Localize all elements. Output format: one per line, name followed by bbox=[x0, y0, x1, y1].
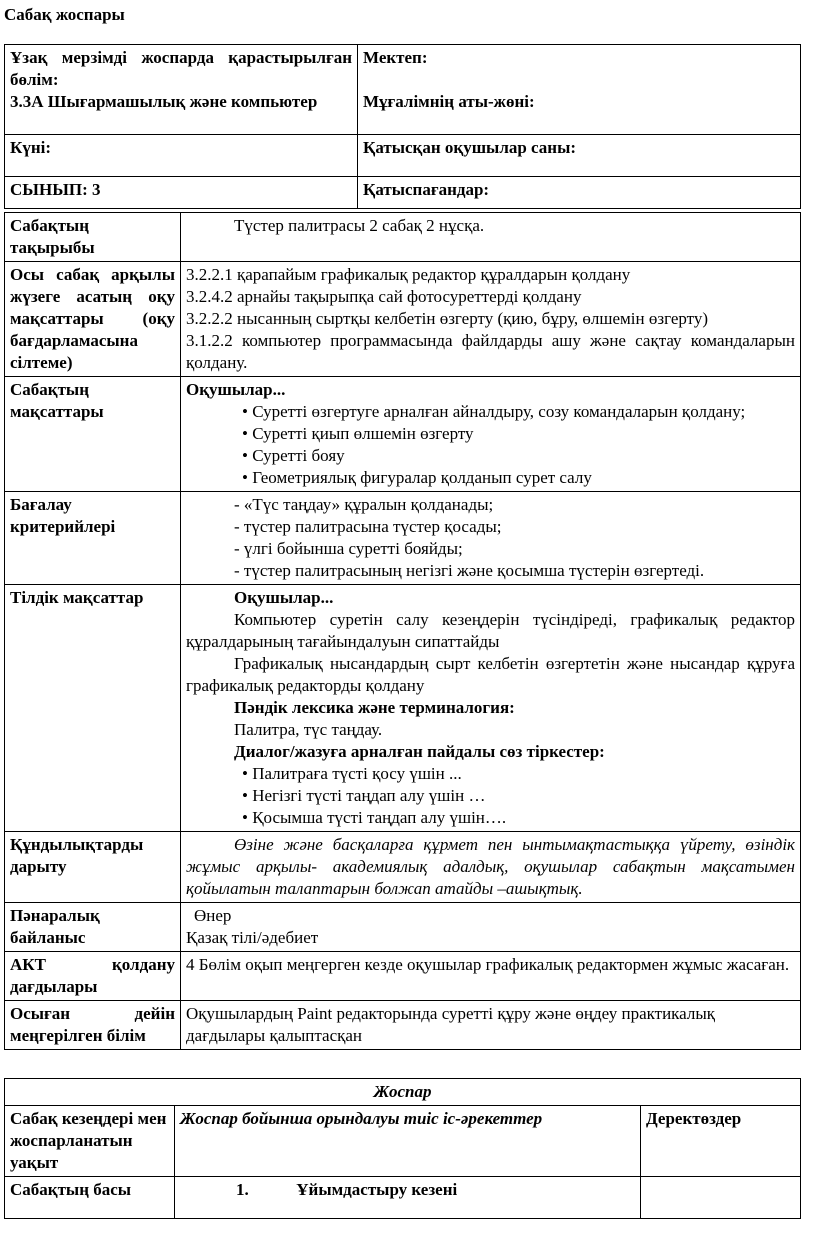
goals-label: Осы сабақ арқылы жүзеге асатың оқу мақсаттары (оқу бағдарламасына сілтеме) bbox=[5, 262, 181, 377]
topic-text: Түстер палитрасы 2 сабақ 2 нұсқа. bbox=[234, 216, 485, 235]
cross-item: Қазақ тілі/әдебиет bbox=[186, 928, 319, 947]
plan-col-stage: Сабақ кезеңдері мен жоспарланатын уақыт bbox=[5, 1106, 175, 1177]
plan-table bbox=[4, 1078, 801, 1219]
aim-item: • Суретті қиып өлшемін өзгерту bbox=[186, 423, 795, 445]
date-label: Күні: bbox=[5, 135, 358, 177]
aims-cell bbox=[181, 377, 801, 492]
lang-vocab-title: Пәндік лексика және терминалогия: bbox=[234, 698, 515, 717]
school-label: Мектеп: bbox=[363, 48, 428, 67]
plan-row-number: 1. bbox=[236, 1180, 249, 1199]
cross-item: Өнер bbox=[194, 906, 232, 925]
aims-label: Сабақтың мақсаттары bbox=[5, 377, 181, 492]
lang-vocab: Палитра, түс таңдау. bbox=[234, 720, 383, 739]
topic-label: Сабақтың тақырыбы bbox=[5, 213, 181, 262]
criteria-label: Бағалау критерийлері bbox=[5, 492, 181, 585]
aim-item: • Геометриялық фигуралар қолданып сурет салу bbox=[186, 467, 795, 489]
phrase-item: • Палитраға түсті қосу үшін ... bbox=[186, 763, 795, 785]
plan-row-action-text: Ұйымдастыру кезені bbox=[296, 1180, 458, 1199]
long-term-label: Ұзақ мерзімді жоспарда қарастырылған бөлім: bbox=[10, 48, 352, 89]
plan-row-action bbox=[175, 1177, 641, 1219]
criteria-item: - түстер палитрасына түстер қосады; bbox=[234, 517, 502, 536]
phrase-item: • Қосымша түсті таңдап алу үшін…. bbox=[186, 807, 795, 829]
details-table bbox=[4, 212, 801, 1050]
criteria-item: - үлгі бойынша суретті бояйды; bbox=[234, 539, 463, 558]
lang-label: Тілдік мақсаттар bbox=[5, 585, 181, 832]
goal-item: 3.2.4.2 арнайы тақырыпқа сай фотосуреттерді қолдану bbox=[186, 287, 582, 306]
plan-row-stage: Сабақтың басы bbox=[5, 1177, 175, 1219]
topic-value bbox=[181, 213, 801, 262]
plan-col-sources: Деректөздер bbox=[641, 1106, 801, 1177]
school-teacher-cell bbox=[358, 45, 801, 135]
values-label: Құндылықтарды дарыту bbox=[5, 832, 181, 903]
present-cell bbox=[358, 135, 801, 177]
criteria-item: - «Түс таңдау» құралын қолданады; bbox=[234, 495, 494, 514]
present-label: Қатысқан оқушылар саны: bbox=[363, 138, 577, 157]
criteria-cell bbox=[181, 492, 801, 585]
class-label: СЫНЫП: 3 bbox=[5, 177, 358, 209]
lang-paragraph: Компьютер суретін салу кезеңдерін түсіндіреді, графикалық редактор құралдарының тағайындалуын сипаттайды bbox=[186, 610, 795, 651]
goal-item: 3.1.2.2 компьютер программасында файлдарды ашу және сақтау командаларын қолдану. bbox=[186, 331, 795, 372]
cross-cell bbox=[181, 903, 801, 952]
ict-label: АКТ қолдану дағдылары bbox=[5, 952, 181, 1001]
plan-row-sources bbox=[641, 1177, 801, 1219]
long-term-value: 3.3А Шығармашылық және компьютер bbox=[10, 92, 318, 111]
ict-text: 4 Бөлім оқып меңгерген кезде оқушылар графикалық редактормен жұмыс жасаған. bbox=[181, 952, 801, 1001]
lang-paragraph: Графикалық нысандардың сырт келбетін өзгертетін және нысандар құруға графикалық редакторды қолдану bbox=[186, 654, 795, 695]
aim-item: • Суретті бояу bbox=[186, 445, 795, 467]
cross-label: Пәнаралық байланыс bbox=[5, 903, 181, 952]
plan-col-actions: Жоспар бойынша орындалуы тиіс іс-әрекеттер bbox=[175, 1106, 641, 1177]
prior-text: Оқушылардың Paint редакторында суретті құру және өңдеу практикалық дағдылары қалыптасқан bbox=[181, 1001, 801, 1050]
lang-phrases-title: Диалог/жазуға арналған пайдалы сөз тіркестер: bbox=[234, 742, 605, 761]
document-title: Сабақ жоспары bbox=[4, 5, 125, 24]
long-term-cell bbox=[5, 45, 358, 135]
aim-item: • Суретті өзгертуге арналған айналдыру, созу командаларын қолдану; bbox=[186, 401, 795, 423]
lang-cell bbox=[181, 585, 801, 832]
aims-intro: Оқушылар... bbox=[186, 380, 286, 399]
lang-intro: Оқушылар... bbox=[234, 588, 334, 607]
values-text: Өзіне және басқаларға құрмет пен ынтымақтастыққа үйрету, өзіндік жұмыс арқылы- академиялық адалдық, оқушылар сабақтын мақсатымен қойылатын талаптарын болжап атайды –ашықтық. bbox=[181, 832, 801, 903]
teacher-label: Мұғалімнің аты-жөні: bbox=[363, 92, 535, 111]
absent-label: Қатыспағандар: bbox=[358, 177, 801, 209]
header-table bbox=[4, 44, 801, 209]
phrase-item: • Негізгі түсті таңдап алу үшін … bbox=[186, 785, 795, 807]
goal-item: 3.2.2.2 нысанның сыртқы келбетін өзгерту (қию, бұру, өлшемін өзгерту) bbox=[186, 309, 709, 328]
goals-cell bbox=[181, 262, 801, 377]
plan-title: Жоспар bbox=[5, 1079, 801, 1106]
criteria-item: - түстер палитрасының негізгі және қосымша түстерін өзгертеді. bbox=[234, 561, 705, 580]
prior-label: Осыған дейін меңгерілген білім bbox=[5, 1001, 181, 1050]
goal-item: 3.2.2.1 қарапайым графикалық редактор құралдарын қолдану bbox=[186, 265, 631, 284]
